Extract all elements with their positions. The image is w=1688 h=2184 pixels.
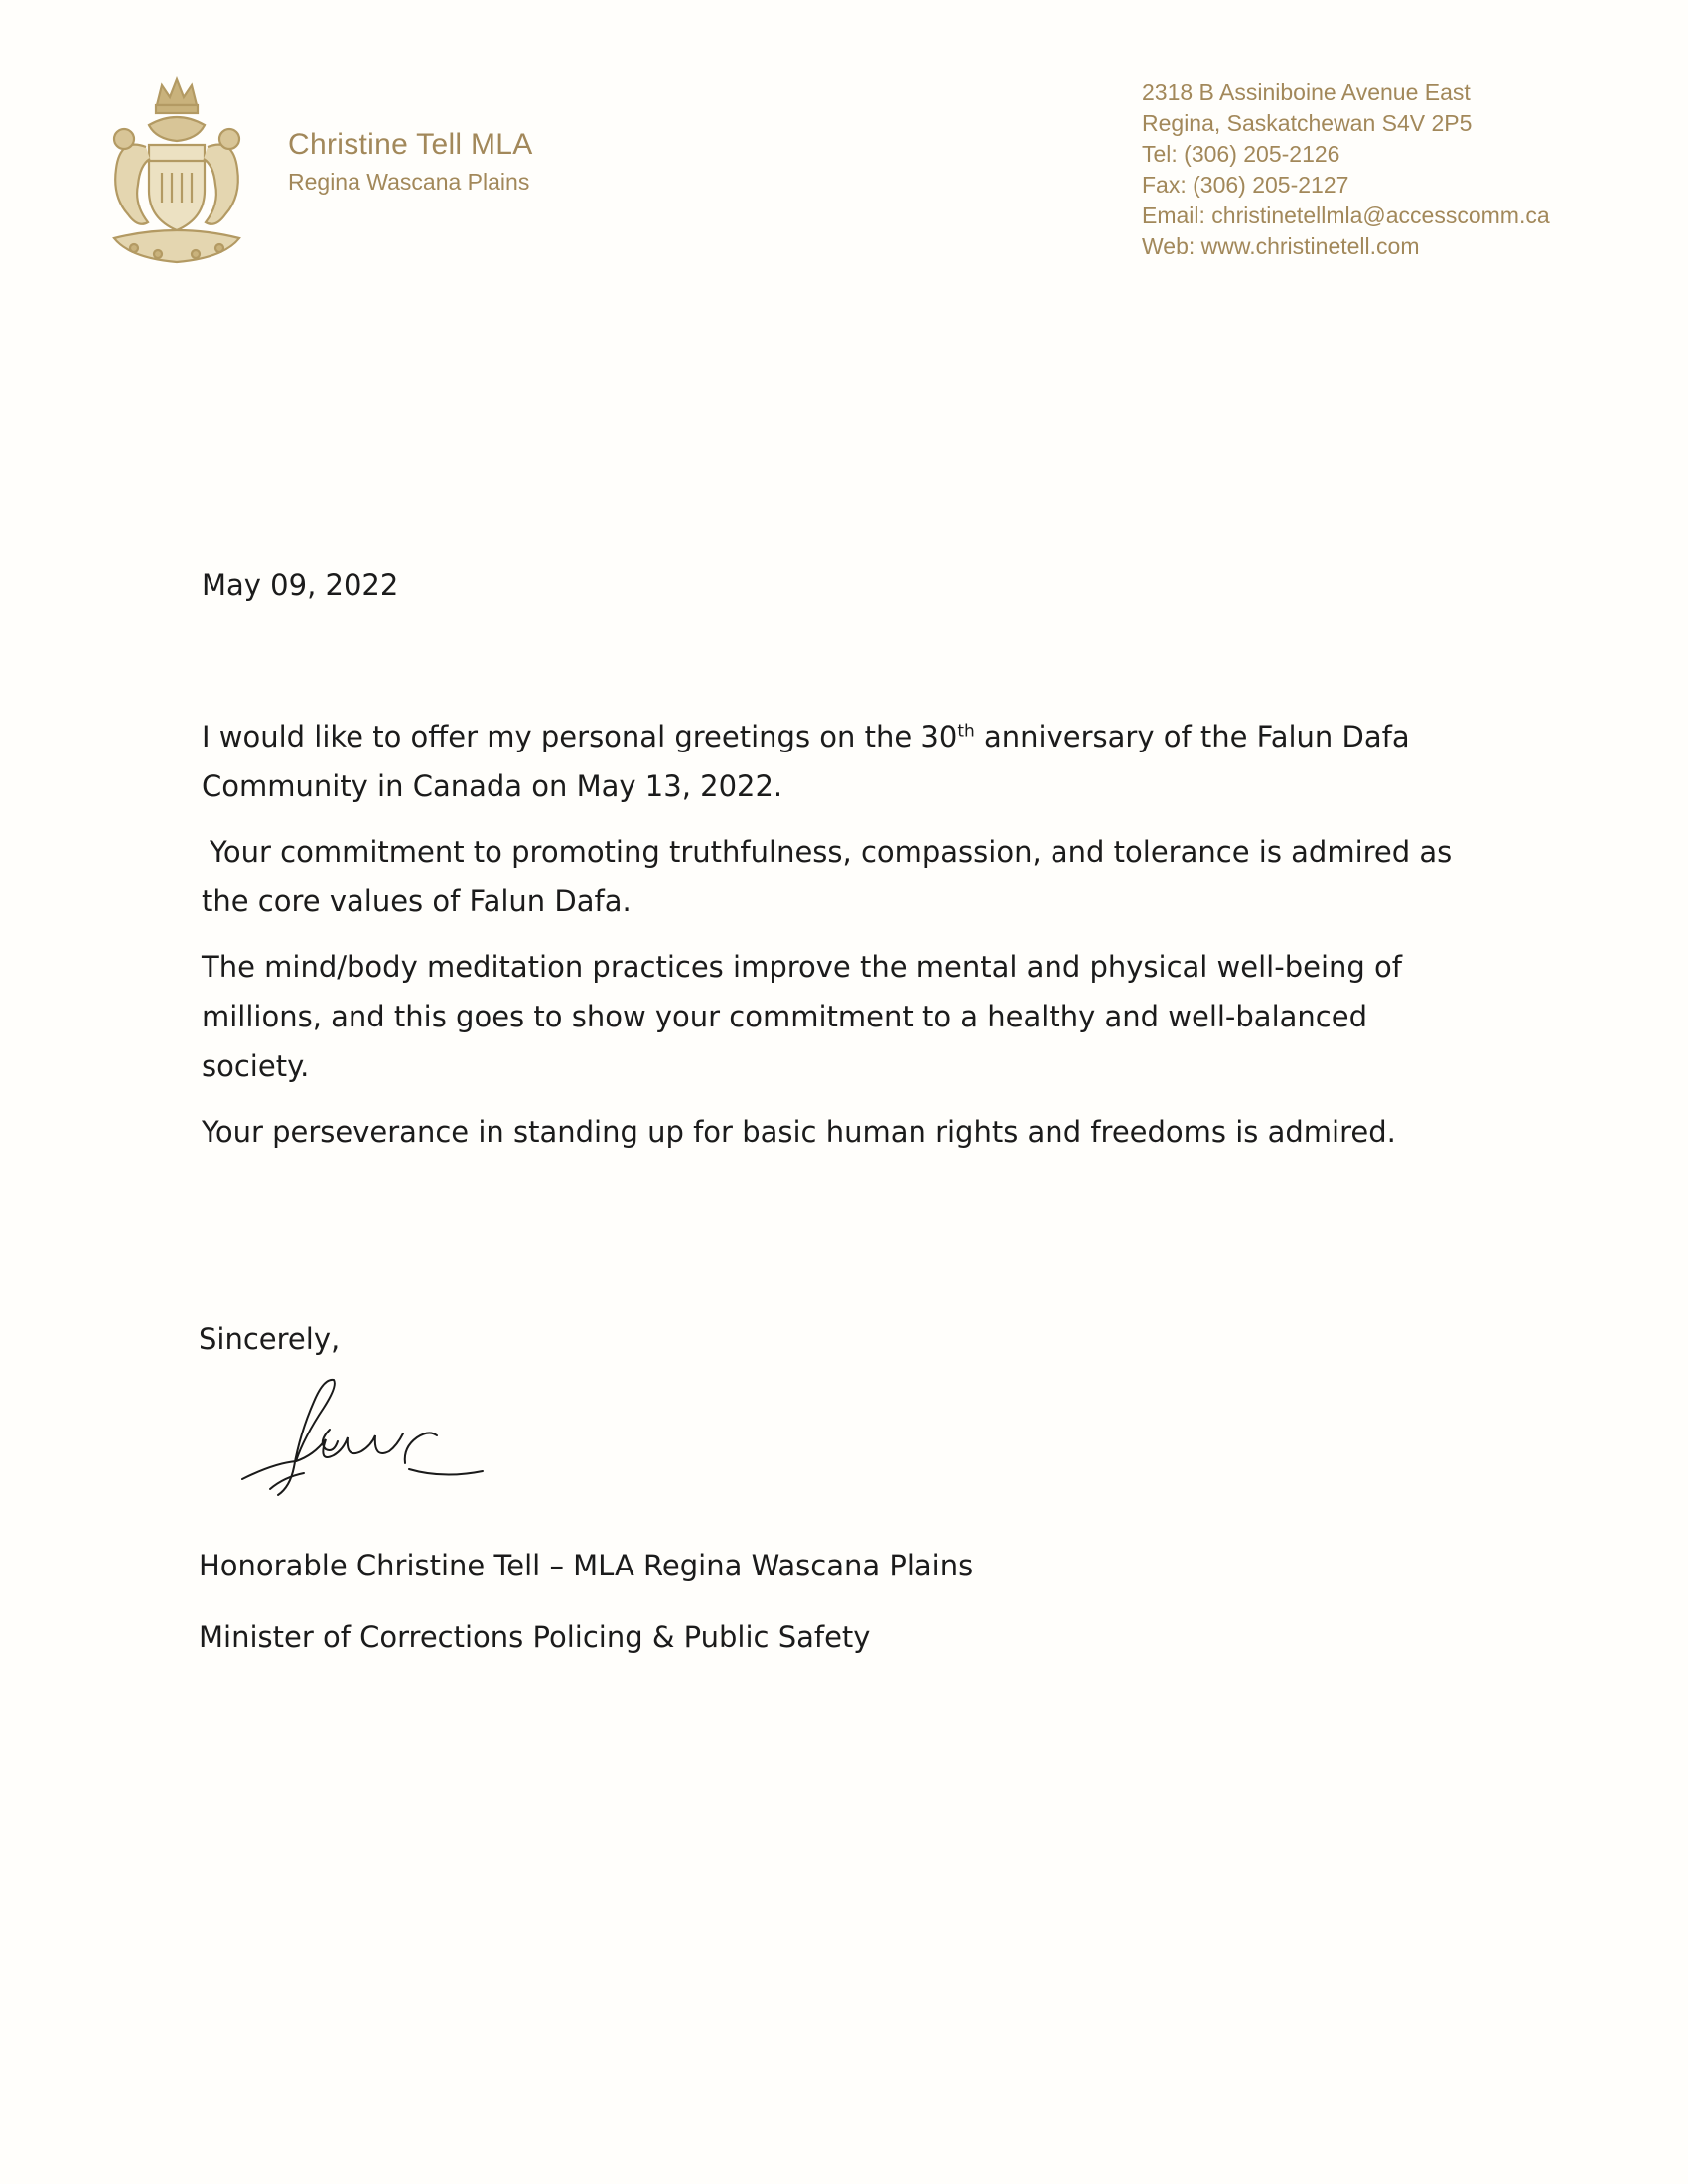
- letterhead-name-block: [288, 127, 533, 197]
- handwritten-signature: [234, 1368, 532, 1507]
- paragraph-1-text-a: I would like to offer my personal greetings on the 30: [202, 720, 958, 753]
- letter-date: May 09, 2022: [202, 568, 399, 602]
- paragraph-4: Your perseverance in standing up for basic human rights and freedoms is admired.: [202, 1115, 1396, 1149]
- paragraph-3: The mind/body meditation practices improve the mental and physical well-being of millions, and this goes to show your commitment to a healthy and well-balanced society.: [202, 950, 1402, 1083]
- email: Email: christinetellmla@accesscomm.ca: [1142, 203, 1550, 228]
- signer-name-title: Honorable Christine Tell – MLA Regina Wascana Plains: [199, 1549, 974, 1582]
- coat-of-arms-icon: [94, 73, 259, 268]
- letter-body: [202, 561, 1482, 1172]
- telephone: Tel: (306) 205-2126: [1142, 141, 1340, 167]
- letter-paragraphs: [202, 712, 1482, 1157]
- signer-ministry: Minister of Corrections Policing & Public Safety: [199, 1620, 871, 1654]
- paragraph-2: Your commitment to promoting truthfulness, compassion, and tolerance is admired as the core values of Falun Dafa.: [202, 835, 1453, 918]
- letterhead-name: Christine Tell MLA: [288, 128, 533, 161]
- paragraph-1: [202, 712, 1482, 811]
- address-line-2: Regina, Saskatchewan S4V 2P5: [1142, 110, 1473, 136]
- signer-block: [199, 1542, 973, 1685]
- address-line-1: 2318 B Assiniboine Avenue East: [1142, 79, 1471, 105]
- paragraph-1-text-b: anniversary of the Falun Dafa Community in Canada on May 13, 2022.: [202, 720, 1410, 803]
- closing: Sincerely,: [199, 1322, 341, 1356]
- fax: Fax: (306) 205-2127: [1142, 172, 1349, 198]
- ordinal-suffix: th: [957, 721, 975, 742]
- website: Web: www.christinetell.com: [1142, 233, 1420, 259]
- letterhead-riding: Regina Wascana Plains: [288, 169, 530, 195]
- letterhead-contact-block: [1142, 77, 1550, 262]
